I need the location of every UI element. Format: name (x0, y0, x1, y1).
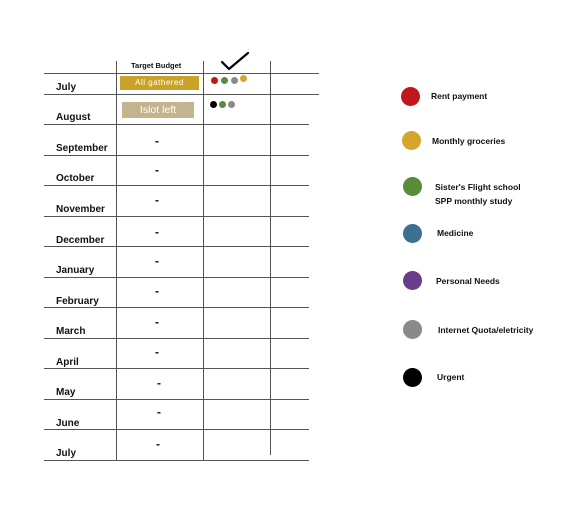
empty-status-dash: - (155, 134, 159, 148)
status-badge-all-gathered: All gathered (120, 76, 199, 90)
internet-quota-dot (231, 77, 238, 84)
legend-label-medicine: Medicine (437, 228, 474, 238)
internet-quota-dot (228, 101, 235, 108)
month-label: March (56, 326, 86, 337)
sister-flight-school-dot (219, 101, 226, 108)
legend-dot-groceries (402, 131, 421, 150)
row-divider (44, 73, 319, 74)
row-divider (44, 399, 309, 400)
row-divider (44, 155, 309, 156)
urgent-dot (210, 101, 217, 108)
legend-label-spp: SPP monthly study (435, 196, 513, 206)
month-label: May (56, 387, 76, 398)
empty-status-dash: - (156, 437, 160, 451)
row-divider (44, 460, 309, 461)
row-divider (44, 368, 309, 369)
legend-dot-personal-needs (403, 271, 422, 290)
row-divider (44, 338, 309, 339)
legend-label-urgent: Urgent (437, 372, 465, 382)
empty-status-dash: - (155, 284, 159, 298)
month-label: September (56, 143, 108, 154)
rent-payment-dot (211, 77, 218, 84)
column-divider-2 (203, 61, 204, 460)
empty-status-dash: - (155, 225, 159, 239)
empty-status-dash: - (155, 254, 159, 268)
empty-status-dash: - (155, 163, 159, 177)
checkmark-icon (220, 51, 250, 71)
month-label: October (56, 173, 95, 184)
status-badge-slot-left: Islot left (122, 102, 194, 118)
month-label: November (56, 204, 105, 215)
sister-flight-school-dot (221, 77, 228, 84)
month-label: February (56, 296, 99, 307)
legend-dot-medicine (403, 224, 422, 243)
row-divider (44, 216, 309, 217)
legend-dot-flight-school (403, 177, 422, 196)
legend-dot-rent (401, 87, 420, 106)
column-divider-3 (270, 61, 271, 455)
month-label: July (56, 82, 77, 93)
legend-label-flight-school: Sister's Flight school (435, 182, 521, 192)
empty-status-dash: - (155, 345, 159, 359)
target-budget-header: Target Budget (131, 61, 182, 70)
month-label: January (56, 265, 95, 276)
row-divider (44, 277, 309, 278)
empty-status-dash: - (155, 193, 159, 207)
legend-dot-internet (403, 320, 422, 339)
row-divider (44, 307, 309, 308)
month-label: August (56, 112, 91, 123)
legend-label-groceries: Monthly groceries (432, 136, 506, 146)
row-divider (44, 429, 309, 430)
row-divider (44, 185, 309, 186)
empty-status-dash: - (157, 405, 161, 419)
row-divider (44, 94, 319, 95)
legend-dot-urgent (403, 368, 422, 387)
empty-status-dash: - (157, 376, 161, 390)
month-label: April (56, 357, 79, 368)
legend-label-personal-needs: Personal Needs (436, 276, 500, 286)
month-label: June (56, 418, 80, 429)
empty-status-dash: - (155, 315, 159, 329)
column-divider-1 (116, 61, 117, 460)
legend-label-internet: Internet Quota/eletricity (438, 325, 534, 335)
month-label: July (56, 448, 77, 459)
monthly-groceries-dot (240, 75, 247, 82)
legend-label-rent: Rent payment (431, 91, 488, 101)
row-divider (44, 124, 309, 125)
row-divider (44, 246, 309, 247)
month-label: December (56, 235, 105, 246)
